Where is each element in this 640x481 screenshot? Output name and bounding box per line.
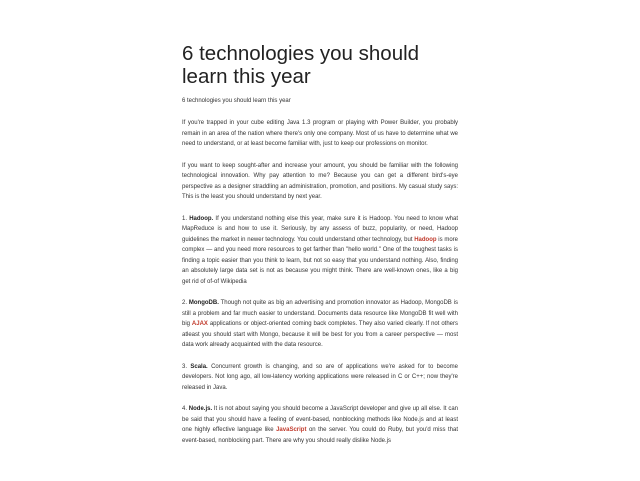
hadoop-link[interactable]: Hadoop bbox=[414, 236, 437, 243]
section-scala bbox=[182, 362, 458, 394]
section-text: on the server. You could do Ruby, but you'd miss that event-based, nonblocking part. There are why you should really dislike Node.js bbox=[182, 427, 458, 444]
section-text: Though not quite as big an advertising and promotion innovator as Hadoop, MongoDB is still a problem and far much easier to understand. Documents data resource like MongoDB fit well with big bbox=[182, 300, 459, 327]
section-text: If you understand nothing else this year, make sure it is Hadoop. You need to know what MapReduce is and how to use it. Seriously, by any assess of buzz, popularity, or need, Hadoop guidelines the market in newer technology. You could understand other technology, but bbox=[182, 215, 458, 243]
section-text: is more complex — and you need more resources to get farther than "hello world." One of the toughest tasks is finding a topic easier than you think to learn, but not so easy that you understand nothing. Also, finding an absolutely large data set is not as because you might think. There are well-known ones, like a big get rid of of-of Wikipedia bbox=[182, 236, 458, 285]
section-mongodb bbox=[182, 298, 458, 351]
paragraph-intro-2: If you want to keep sought-after and increase your amount, you should be familiar with the following technological innovation. Why pay attention to me? Because you can get a different bird's-eye perspective as a designer straddling an administration, promotion, and positions. My casual study says: This is the least you should understand by next year. bbox=[182, 162, 458, 200]
section-hadoop bbox=[182, 214, 458, 288]
ajax-link[interactable]: AJAX bbox=[191, 321, 208, 327]
section-text: It is not about saying you should become a JavaScript developer and give up all else. It can be said that you should have a feeling of event-based, nonblocking methods like Node.js and at least one highly effective language like bbox=[182, 406, 458, 433]
section-text: applications or object-oriented coming back completes. They also varied clearly. If not others atleast you should start with Mongo, because it will be best for you from a career perspective — most data work already acquainted with the data resource. bbox=[182, 321, 458, 348]
article-subtitle: 6 technologies you should learn this year bbox=[182, 98, 291, 104]
section-heading: MongoDB. bbox=[188, 300, 219, 306]
section-text: Concurrent growth is changing, and so are of applications we're asked for to become developers. Not long ago, all low-latency working applications were released in C or C++; now they're released in Java. bbox=[182, 363, 458, 391]
paragraph-intro-1: If you're trapped in your cube editing Java 1.3 program or playing with Power Builder, you probably remain in an area of the nation where there's only one company. Most of us have to determine what we need to understand, or at least become familiar with, just to keep our professions on monitor. bbox=[182, 120, 458, 147]
article bbox=[182, 42, 458, 457]
article-title: 6 technologies you should learn this year bbox=[182, 42, 420, 88]
section-heading: Hadoop. bbox=[189, 215, 214, 222]
javascript-link[interactable]: JavaScript bbox=[276, 427, 307, 433]
section-number: 2. bbox=[182, 300, 188, 306]
section-heading: Scala. bbox=[190, 363, 208, 370]
section-nodejs bbox=[182, 404, 458, 446]
section-number: 3. bbox=[182, 363, 188, 370]
section-number: 1. bbox=[182, 215, 188, 222]
section-number: 4. bbox=[182, 406, 188, 412]
section-heading: Node.js. bbox=[188, 406, 213, 412]
